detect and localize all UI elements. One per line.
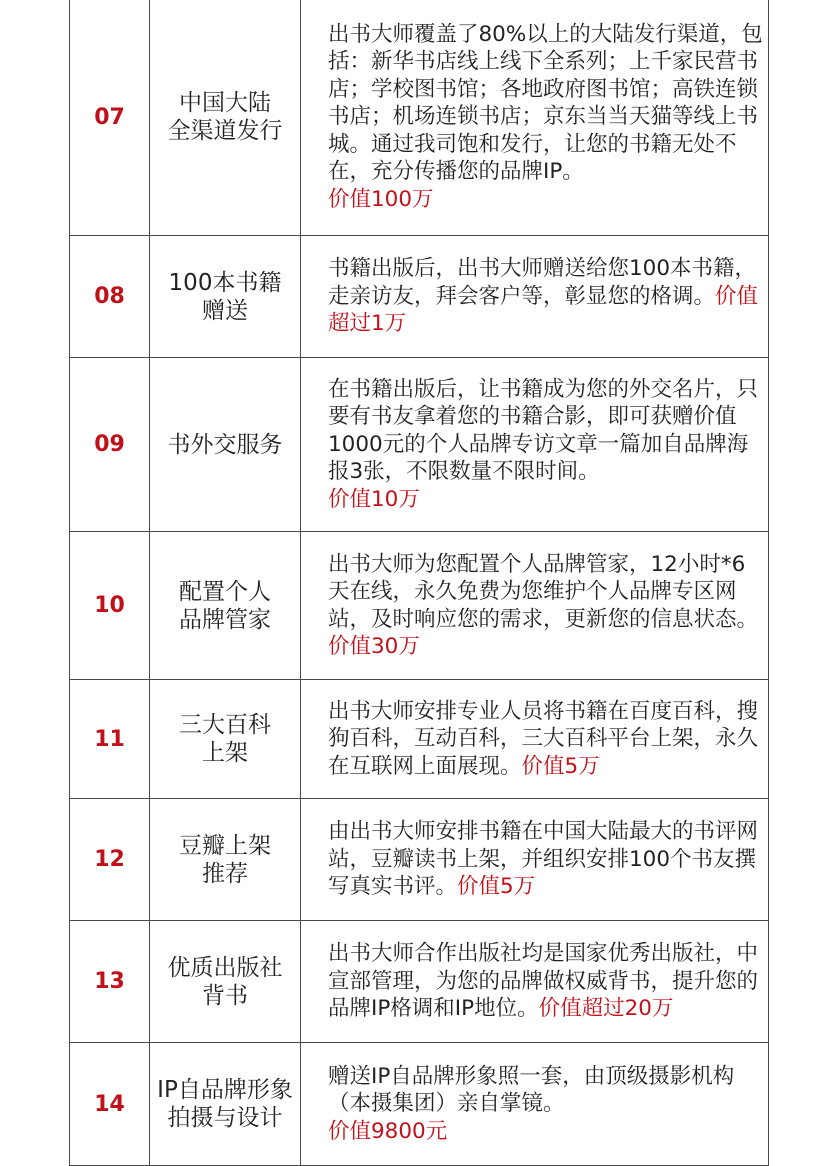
service-value: 价值5万 <box>457 874 536 900</box>
service-name <box>150 799 301 921</box>
service-name-line: 背书 <box>202 982 248 1009</box>
service-value: 价值5万 <box>521 753 600 779</box>
service-name <box>150 921 301 1043</box>
table-row <box>70 0 769 236</box>
service-description-cell <box>301 1043 769 1166</box>
table-row <box>70 358 769 532</box>
service-table-body <box>70 0 769 1166</box>
service-table <box>69 0 769 1166</box>
service-name-line: 100本书籍 <box>168 269 282 296</box>
service-name-line: 品牌管家 <box>179 606 271 633</box>
service-description-cell <box>301 799 769 921</box>
service-name <box>150 532 301 680</box>
service-name-line: IP自品牌形象 <box>157 1077 293 1103</box>
service-name-line: 上架 <box>202 740 248 766</box>
service-name <box>150 0 301 236</box>
service-name-line: 书外交服务 <box>167 431 283 458</box>
service-description: 书籍出版后，出书大师赠送给您100本书籍，走亲访友，拜会客户等，彰显您的格调。 <box>328 256 757 309</box>
service-name <box>150 1043 301 1166</box>
table-row <box>70 1043 769 1166</box>
table-row <box>70 921 769 1043</box>
service-description-cell <box>301 0 769 236</box>
service-name-line: 拍摄与设计 <box>167 1105 283 1131</box>
service-name-line: 豆瓣上架 <box>179 832 271 859</box>
service-description-cell <box>301 236 769 358</box>
service-name-line: 配置个人 <box>179 578 271 605</box>
service-name <box>150 236 301 358</box>
table-row <box>70 799 769 921</box>
service-value: 价值9800元 <box>328 1118 448 1144</box>
service-value: 价值超过1万 <box>328 283 759 337</box>
row-number: 14 <box>70 1043 150 1166</box>
service-description: 在书籍出版后，让书籍成为您的外交名片，只要有书友拿着您的书籍合影，即可获赠价值1000元的个人品牌专访文章一篇加自品牌海报3张，不限数量不限时间。 <box>328 376 759 485</box>
service-description-cell <box>301 680 769 799</box>
service-value: 价值10万 <box>328 486 420 512</box>
service-name-line: 中国大陆 <box>179 90 271 116</box>
row-number: 09 <box>70 358 150 532</box>
service-name-line: 三大百科 <box>179 712 271 738</box>
table-row <box>70 680 769 799</box>
row-number: 08 <box>70 236 150 358</box>
row-number: 12 <box>70 799 150 921</box>
row-number: 07 <box>70 0 150 236</box>
service-description-cell <box>301 358 769 532</box>
service-description: 由出书大师安排书籍在中国大陆最大的书评网站，豆瓣读书上架，并组织安排100个书友撰写真实书评。 <box>328 819 759 900</box>
service-value: 价值100万 <box>328 186 434 212</box>
row-number: 11 <box>70 680 150 799</box>
service-name <box>150 358 301 532</box>
service-name-line: 全渠道发行 <box>167 118 283 144</box>
row-number: 10 <box>70 532 150 680</box>
service-description: 出书大师覆盖了80%以上的大陆发行渠道，包括：新华书店线上线下全系列；上千家民营书店；学校图书馆；各地政府图书馆；高铁连锁书店；机场连锁书店；京东当当天猫等线上书城。通过我司饱和发行，让您的书籍无处不在，充分传播您的品牌IP。 <box>328 21 763 185</box>
service-description-cell <box>301 532 769 680</box>
service-value: 价值超过20万 <box>538 996 674 1022</box>
service-name <box>150 680 301 799</box>
service-name-line: 推荐 <box>202 860 248 887</box>
table-row <box>70 532 769 680</box>
service-description-cell <box>301 921 769 1043</box>
service-name-line: 赠送 <box>202 297 248 324</box>
service-description: 赠送IP自品牌形象照一套，由顶级摄影机构（本摄集团）亲自掌镜。 <box>328 1063 735 1117</box>
service-name-line: 优质出版社 <box>167 954 283 981</box>
service-description: 出书大师合作出版社均是国家优秀出版社，中宣部管理，为您的品牌做权威背书，提升您的品牌IP格调和IP地位。 <box>328 941 759 1022</box>
service-value: 价值30万 <box>328 634 420 659</box>
table-row <box>70 236 769 358</box>
row-number: 13 <box>70 921 150 1043</box>
service-description: 出书大师安排专业人员将书籍在百度百科，搜狗百科，互动百科，三大百科平台上架，永久在互联网上面展现。 <box>328 698 759 779</box>
service-description: 出书大师为您配置个人品牌管家，12小时*6天在线，永久免费为您维护个人品牌专区网站，及时响应您的需求，更新您的信息状态。 <box>328 551 759 632</box>
